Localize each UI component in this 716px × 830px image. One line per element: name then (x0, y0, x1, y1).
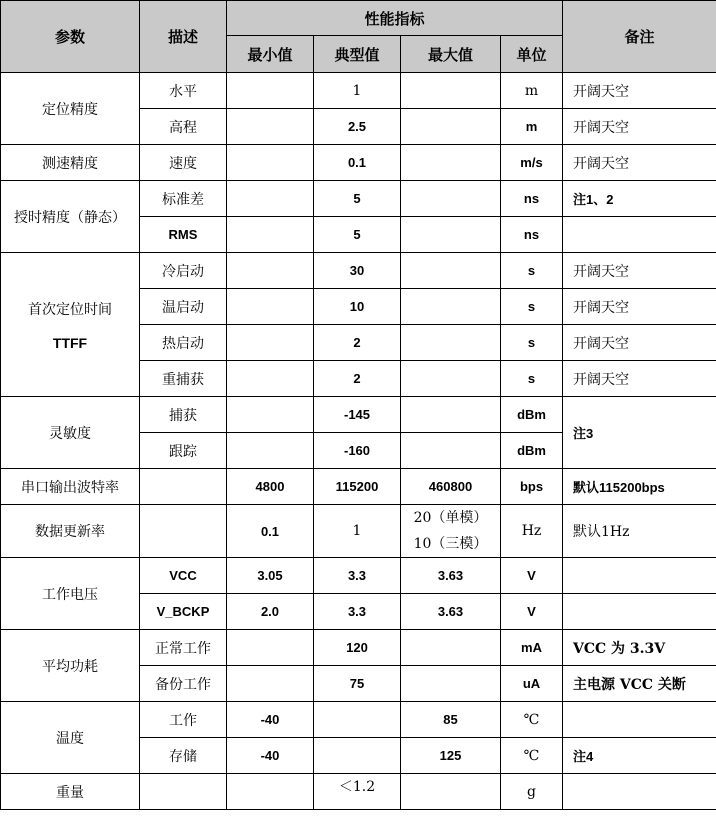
header-remark: 备注 (563, 1, 716, 73)
max-cell (401, 361, 501, 397)
remark-cell: VCC 为 3.3V (563, 630, 716, 666)
max-cell: 125 (401, 738, 501, 774)
min-cell (227, 109, 314, 145)
remark-cell: 注1、2 (563, 181, 716, 217)
table-row (1, 505, 716, 558)
param-cell: 测速精度 (1, 145, 140, 181)
unit-cell: bps (501, 469, 563, 505)
typ-cell: 5 (314, 181, 401, 217)
unit-cell: ℃ (501, 738, 563, 774)
remark-cell: 开阔天空 (563, 289, 716, 325)
unit-cell: ns (501, 217, 563, 253)
min-cell: -40 (227, 738, 314, 774)
desc-cell: 工作 (140, 702, 227, 738)
header-typ: 典型值 (314, 36, 401, 73)
remark-cell: 主电源 VCC 关断 (563, 666, 716, 702)
remark-cell: 默认115200bps (563, 469, 716, 505)
max-cell (401, 253, 501, 289)
min-cell (227, 397, 314, 433)
min-cell (227, 630, 314, 666)
param-cell: 温度 (1, 702, 140, 774)
max-cell (401, 145, 501, 181)
remark-cell: 开阔天空 (563, 109, 716, 145)
remark-cell: 开阔天空 (563, 325, 716, 361)
unit-cell: mA (501, 630, 563, 666)
typ-cell: ＜1.2 (314, 774, 401, 810)
desc-cell: 捕获 (140, 397, 227, 433)
desc-cell: 热启动 (140, 325, 227, 361)
min-cell (227, 181, 314, 217)
param-cell: 灵敏度 (1, 397, 140, 469)
table-row (1, 774, 716, 810)
desc-cell: 重捕获 (140, 361, 227, 397)
unit-cell: ns (501, 181, 563, 217)
max-cell (401, 630, 501, 666)
header-perf: 性能指标 (227, 1, 563, 36)
typ-cell: 3.3 (314, 558, 401, 594)
typ-cell: 115200 (314, 469, 401, 505)
header-min: 最小值 (227, 36, 314, 73)
min-cell: 4800 (227, 469, 314, 505)
remark-cell: 开阔天空 (563, 361, 716, 397)
unit-cell: m/s (501, 145, 563, 181)
max-line2: 10（三模） (413, 536, 488, 552)
max-cell (401, 109, 501, 145)
param-cell: 工作电压 (1, 558, 140, 630)
remark-cell: 开阔天空 (563, 145, 716, 181)
max-cell (401, 666, 501, 702)
unit-cell: Hz (501, 505, 563, 558)
min-cell: 2.0 (227, 594, 314, 630)
max-cell (401, 325, 501, 361)
table-row (1, 73, 716, 109)
param-cell: 串口输出波特率 (1, 469, 140, 505)
param-cell: 重量 (1, 774, 140, 810)
min-cell (227, 217, 314, 253)
typ-cell: 75 (314, 666, 401, 702)
min-cell: -40 (227, 702, 314, 738)
desc-cell (140, 505, 227, 558)
typ-cell (314, 738, 401, 774)
min-cell (227, 433, 314, 469)
unit-cell: m (501, 109, 563, 145)
typ-cell: 0.1 (314, 145, 401, 181)
typ-cell: -160 (314, 433, 401, 469)
max-cell (401, 217, 501, 253)
desc-cell (140, 774, 227, 810)
param-line1: 首次定位时间 (28, 301, 112, 318)
typ-cell: 3.3 (314, 594, 401, 630)
max-cell: 85 (401, 702, 501, 738)
table-row (1, 397, 716, 433)
param-cell: 授时精度（静态） (1, 181, 140, 253)
typ-cell: 1 (314, 505, 401, 558)
desc-cell: 高程 (140, 109, 227, 145)
typ-cell (314, 702, 401, 738)
unit-cell: s (501, 361, 563, 397)
typ-cell: 1 (314, 73, 401, 109)
typ-cell: 120 (314, 630, 401, 666)
min-cell (227, 666, 314, 702)
desc-cell: RMS (140, 217, 227, 253)
table-row (1, 558, 716, 594)
max-cell (401, 774, 501, 810)
unit-cell: V (501, 558, 563, 594)
remark-cell: 注4 (563, 738, 716, 774)
desc-cell: 速度 (140, 145, 227, 181)
max-cell: 3.63 (401, 558, 501, 594)
typ-cell: 2.5 (314, 109, 401, 145)
param-line2: TTFF (52, 334, 88, 351)
remark-cell (563, 558, 716, 594)
unit-cell: g (501, 774, 563, 810)
max-cell (401, 433, 501, 469)
min-cell (227, 289, 314, 325)
desc-cell: 备份工作 (140, 666, 227, 702)
unit-cell: dBm (501, 433, 563, 469)
unit-cell: uA (501, 666, 563, 702)
table-row (1, 145, 716, 181)
remark-cell: 注3 (563, 397, 716, 469)
remark-cell: 默认1Hz (563, 505, 716, 558)
typ-cell: 10 (314, 289, 401, 325)
desc-cell: V_BCKP (140, 594, 227, 630)
param-cell (1, 253, 140, 397)
max-cell (401, 289, 501, 325)
header-unit: 单位 (501, 36, 563, 73)
param-cell: 平均功耗 (1, 630, 140, 702)
min-cell: 0.1 (227, 505, 314, 558)
min-cell (227, 253, 314, 289)
remark-cell: 开阔天空 (563, 253, 716, 289)
min-cell (227, 145, 314, 181)
typ-cell: 2 (314, 325, 401, 361)
max-cell (401, 181, 501, 217)
table-row (1, 630, 716, 666)
header-max: 最大值 (401, 36, 501, 73)
table-row (1, 469, 716, 505)
unit-cell: s (501, 253, 563, 289)
desc-cell: 跟踪 (140, 433, 227, 469)
remark-cell (563, 217, 716, 253)
table-row (1, 181, 716, 217)
param-cell: 定位精度 (1, 73, 140, 145)
min-cell (227, 73, 314, 109)
remark-cell (563, 774, 716, 810)
table-row (1, 253, 716, 289)
max-cell (401, 505, 501, 558)
unit-cell: dBm (501, 397, 563, 433)
typ-cell: 2 (314, 361, 401, 397)
desc-cell: 正常工作 (140, 630, 227, 666)
unit-cell: V (501, 594, 563, 630)
unit-cell: ℃ (501, 702, 563, 738)
typ-cell: 30 (314, 253, 401, 289)
header-desc: 描述 (140, 1, 227, 73)
remark-cell (563, 594, 716, 630)
desc-cell: 标准差 (140, 181, 227, 217)
remark-cell (563, 702, 716, 738)
table-row (1, 702, 716, 738)
min-cell (227, 325, 314, 361)
desc-cell: 温启动 (140, 289, 227, 325)
header-param: 参数 (1, 1, 140, 73)
min-cell (227, 361, 314, 397)
max-cell: 3.63 (401, 594, 501, 630)
param-cell: 数据更新率 (1, 505, 140, 558)
remark-cell: 开阔天空 (563, 73, 716, 109)
max-cell (401, 73, 501, 109)
desc-cell (140, 469, 227, 505)
typ-cell: 5 (314, 217, 401, 253)
unit-cell: s (501, 325, 563, 361)
min-cell (227, 774, 314, 810)
desc-cell: 存储 (140, 738, 227, 774)
typ-cell: -145 (314, 397, 401, 433)
desc-cell: 冷启动 (140, 253, 227, 289)
desc-cell: 水平 (140, 73, 227, 109)
unit-cell: s (501, 289, 563, 325)
unit-cell: m (501, 73, 563, 109)
max-cell (401, 397, 501, 433)
desc-cell: VCC (140, 558, 227, 594)
min-cell: 3.05 (227, 558, 314, 594)
max-line1: 20（单模） (413, 510, 488, 526)
max-cell: 460800 (401, 469, 501, 505)
